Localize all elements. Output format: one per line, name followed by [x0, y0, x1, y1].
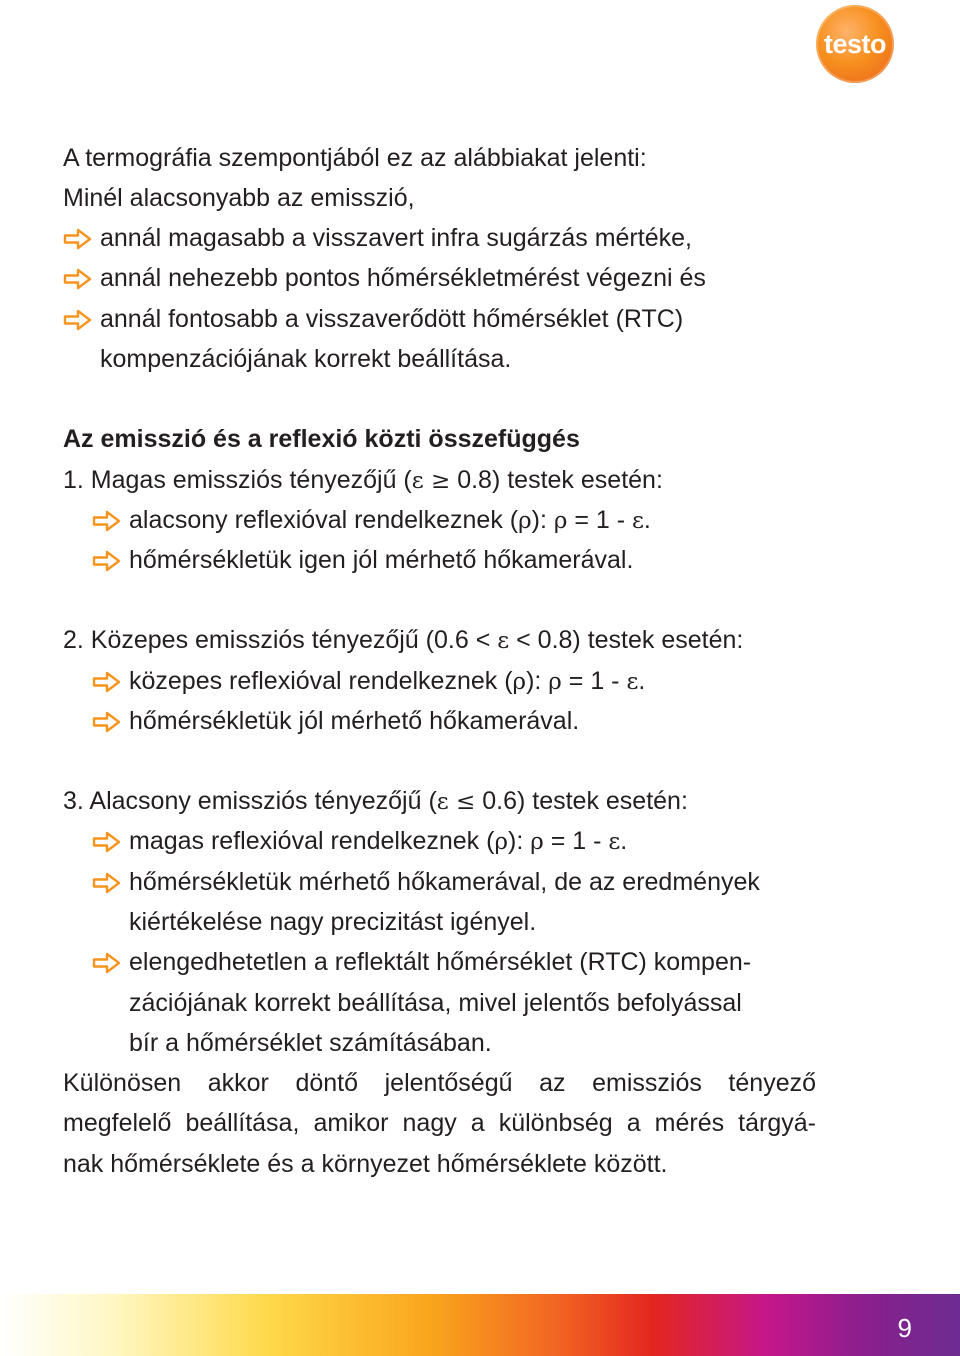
rho-symbol: ρ — [518, 508, 532, 534]
rho-symbol: ρ — [494, 829, 508, 855]
text: közepes reflexióval rendelkeznek ( — [129, 667, 513, 695]
intro-line-2: Minél alacsonyabb az emisszió, — [63, 184, 415, 212]
intro-bullet-2: annál nehezebb pontos hőmérsékletmérést végezni és — [100, 264, 706, 292]
text: ): — [526, 667, 549, 695]
rho-symbol: ρ — [530, 829, 544, 855]
arrow-right-outline-icon — [63, 268, 93, 290]
rho-symbol: ρ — [512, 669, 527, 695]
text: = 1 - — [567, 506, 632, 534]
item-3-bullet-2: hőmérsékletük mérhető hőkamerával, de az eredmények — [129, 868, 760, 896]
epsilon-geq-symbol: ε ≥ — [411, 468, 451, 494]
text: magas reflexióval rendelkeznek ( — [129, 827, 495, 855]
epsilon-leq-symbol: ε ≤ — [436, 789, 476, 815]
item-1-bullet-1 — [129, 505, 651, 536]
text: alacsony reflexióval rendelkeznek ( — [129, 506, 519, 534]
epsilon-symbol: ε — [626, 669, 639, 695]
arrow-right-outline-icon — [92, 711, 122, 733]
text: . — [638, 667, 646, 695]
text: ): — [531, 506, 554, 534]
item-2-bullet-1 — [129, 666, 645, 697]
item-2-bullet-2: hőmérsékletük jól mérhető hőkamerával. — [129, 707, 580, 735]
epsilon-symbol: ε — [497, 628, 510, 654]
item-1-heading-pre: 1. Magas emissziós tényezőjű ( — [63, 466, 412, 494]
arrow-right-outline-icon — [92, 831, 122, 853]
arrow-right-outline-icon — [92, 671, 122, 693]
arrow-right-outline-icon — [63, 228, 93, 250]
closing-line-3: nak hőmérséklete és a környezet hőmérséklete között. — [63, 1150, 668, 1178]
arrow-right-outline-icon — [92, 872, 122, 894]
arrow-right-outline-icon — [92, 952, 122, 974]
epsilon-symbol: ε — [632, 508, 644, 534]
section-heading: Az emisszió és a reflexió közti összefüggés — [63, 425, 580, 453]
item-3-bullet-2-continued: kiértékelése nagy precizitást igényel. — [129, 908, 537, 936]
item-3-heading — [63, 786, 688, 817]
rho-symbol: ρ — [548, 669, 562, 695]
text: . — [643, 506, 651, 534]
page-number: 9 — [897, 1313, 912, 1343]
intro-bullet-1: annál magasabb a visszavert infra sugárzás mértéke, — [100, 224, 692, 252]
item-1-heading — [63, 465, 663, 496]
item-2-heading-post: < 0.8) testek esetén: — [509, 626, 744, 654]
intro-bullet-3-continued: kompenzációjának korrekt beállítása. — [100, 345, 512, 373]
epsilon-symbol: ε — [608, 829, 621, 855]
item-3-bullet-1 — [129, 826, 627, 857]
text: = 1 - — [543, 827, 609, 855]
item-3-heading-post: 0.6) testek esetén: — [475, 787, 688, 815]
item-3-bullet-3-continued-1: zációjának korrekt beállítása, mivel jelentős befolyással — [129, 989, 742, 1017]
arrow-right-outline-icon — [92, 550, 122, 572]
rho-symbol: ρ — [553, 508, 568, 534]
item-2-heading-pre: 2. Közepes emissziós tényezőjű (0.6 < — [63, 626, 498, 654]
item-2-heading — [63, 625, 743, 656]
arrow-right-outline-icon — [92, 510, 122, 532]
arrow-right-outline-icon — [63, 309, 93, 331]
logo-text: testo — [823, 28, 886, 59]
closing-line-1: Különösen akkor döntő jelentőségű az emissziós tényező — [63, 1069, 816, 1097]
intro-line-1: A termográfia szempontjából ez az alábbiakat jelenti: — [63, 144, 647, 172]
item-3-bullet-3: elengedhetetlen a reflektált hőmérséklet (RTC) kompen- — [129, 948, 752, 976]
text: ): — [508, 827, 531, 855]
item-1-heading-post: 0.8) testek esetén: — [450, 466, 663, 494]
closing-line-2: megfelelő beállítása, amikor nagy a különbség a mérés tárgyá- — [63, 1109, 816, 1137]
item-3-heading-pre: 3. Alacsony emissziós tényezőjű ( — [63, 787, 437, 815]
text: = 1 - — [561, 667, 627, 695]
testo-logo — [816, 5, 894, 83]
intro-bullet-3: annál fontosabb a visszaverődött hőmérséklet (RTC) — [100, 305, 684, 333]
item-1-bullet-2: hőmérsékletük igen jól mérhető hőkamerával. — [129, 546, 634, 574]
text: . — [620, 827, 628, 855]
footer-gradient-bar — [0, 1294, 960, 1356]
item-3-bullet-3-continued-2: bír a hőmérséklet számításában. — [129, 1029, 492, 1057]
